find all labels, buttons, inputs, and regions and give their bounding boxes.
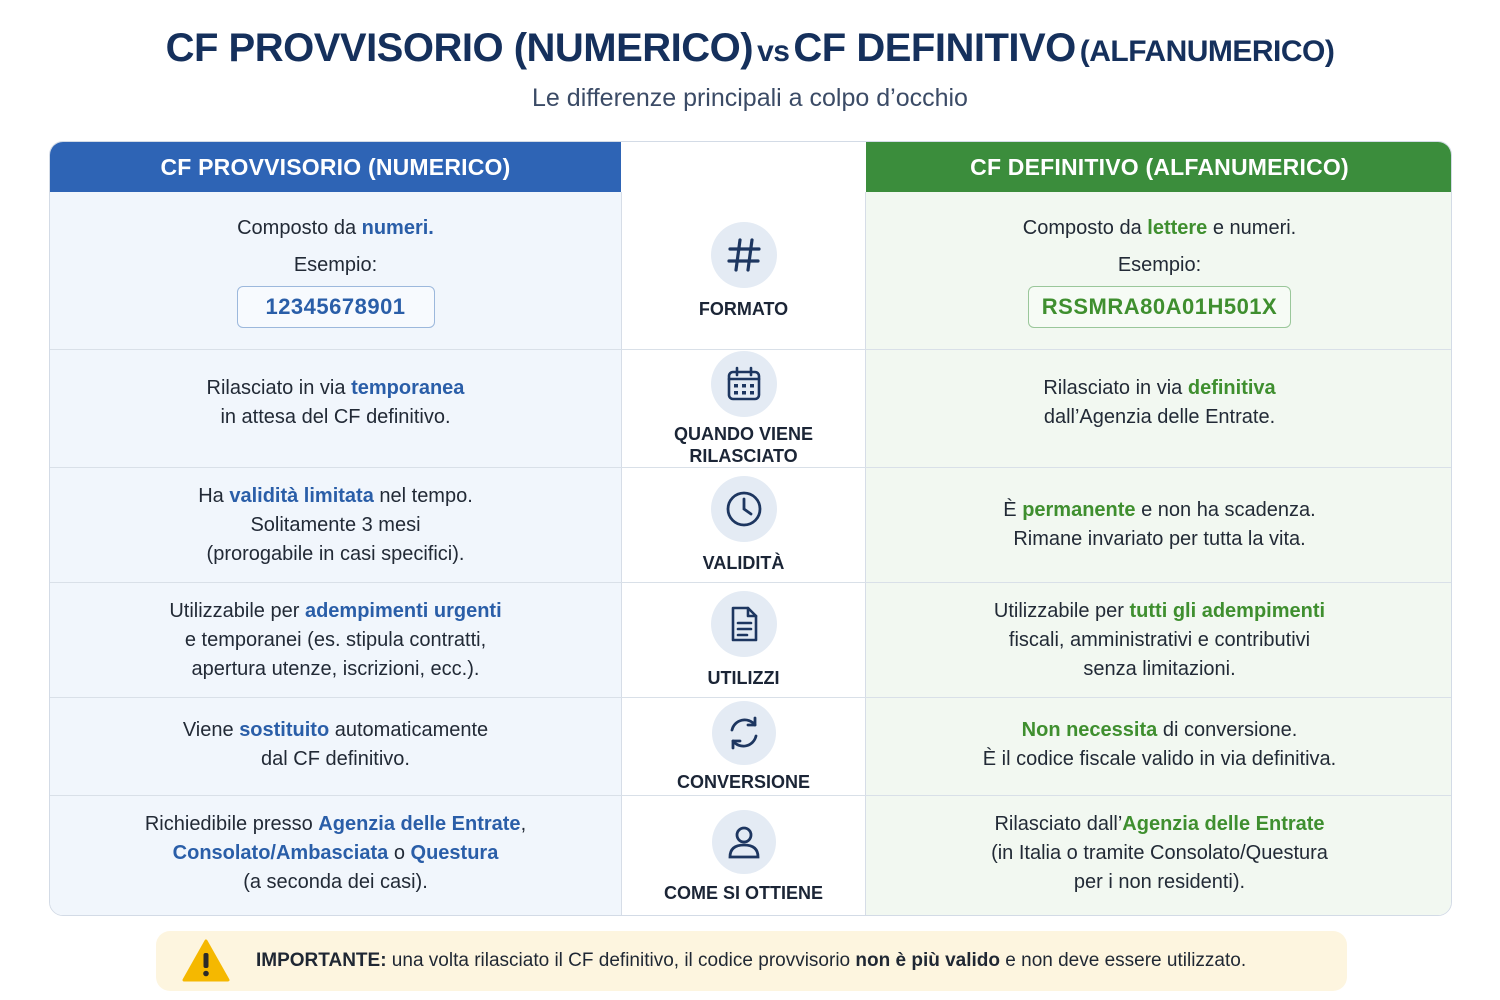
row-label: FORMATO bbox=[698, 298, 789, 319]
validita-mid bbox=[621, 468, 866, 582]
utilizzi-mid bbox=[621, 583, 866, 697]
conversione-left-line1 bbox=[183, 716, 488, 745]
validita-left-line1 bbox=[198, 482, 473, 511]
clock-icon bbox=[711, 476, 777, 542]
conversione-right-line1 bbox=[1022, 716, 1298, 745]
highlight: validità limitata bbox=[229, 484, 374, 507]
formato-mid bbox=[621, 192, 866, 349]
ottenimento-left bbox=[50, 796, 621, 916]
conversione-left-line2: dal CF definitivo. bbox=[261, 748, 410, 770]
rilascio-mid bbox=[621, 350, 866, 467]
row-label bbox=[674, 423, 813, 467]
highlight: Agenzia delle Entrate bbox=[1122, 813, 1325, 835]
refresh-icon bbox=[712, 701, 776, 765]
row-rilascio bbox=[50, 349, 1452, 467]
formato-left bbox=[50, 192, 621, 349]
header-provvisorio: CF PROVVISORIO (NUMERICO) bbox=[50, 142, 621, 192]
highlight: definitiva bbox=[1187, 377, 1276, 399]
row-ottenimento bbox=[50, 795, 1452, 916]
text: Rilasciato in via bbox=[206, 377, 352, 399]
rilascio-right bbox=[866, 350, 1452, 467]
note-text-part: una volta rilasciato il CF definitivo, il codice provvisorio bbox=[386, 950, 856, 971]
utilizzi-left-line1 bbox=[169, 597, 501, 626]
label-line1: QUANDO VIENE bbox=[673, 423, 814, 444]
title-part2: CF DEFINITIVO bbox=[793, 26, 1076, 70]
page-subtitle: Le differenze principali a colpo d’occhio bbox=[532, 84, 968, 112]
user-icon bbox=[712, 810, 776, 874]
highlight: Consolato/Ambasciata bbox=[172, 842, 389, 864]
ottenimento-left-line2 bbox=[173, 839, 499, 868]
ottenimento-right bbox=[866, 796, 1452, 916]
comparison-table bbox=[49, 141, 1452, 916]
note-text bbox=[256, 950, 1246, 972]
conversione-left bbox=[50, 698, 621, 795]
highlight: Questura bbox=[410, 842, 499, 864]
utilizzi-right bbox=[866, 583, 1452, 697]
rilascio-left-line1 bbox=[207, 374, 465, 403]
row-label: CONVERSIONE bbox=[676, 771, 811, 792]
row-label: COME SI OTTIENE bbox=[663, 882, 823, 903]
text: e non ha scadenza. bbox=[1135, 499, 1316, 521]
title-vs: vs bbox=[757, 35, 790, 68]
conversione-mid bbox=[621, 698, 866, 795]
page-title bbox=[0, 26, 1500, 71]
header-spacer bbox=[621, 142, 866, 192]
validita-right-line2: Rimane invariato per tutta la vita. bbox=[1013, 528, 1306, 550]
rilascio-left-line2: in attesa del CF definitivo. bbox=[220, 406, 451, 428]
text: Rilasciato in via bbox=[1043, 377, 1188, 399]
text: Ha bbox=[198, 484, 230, 507]
text: Utilizzabile per bbox=[993, 599, 1130, 622]
text: nel tempo. bbox=[373, 484, 473, 507]
ottenimento-left-line1 bbox=[145, 810, 526, 839]
highlight: tutti gli adempimenti bbox=[1129, 599, 1326, 622]
rilascio-left bbox=[50, 350, 621, 467]
warning-icon bbox=[182, 939, 230, 983]
text: Composto da bbox=[237, 216, 362, 239]
text: Viene bbox=[182, 719, 240, 741]
example-label: Esempio: bbox=[293, 253, 378, 276]
text: Rilasciato dall’ bbox=[994, 813, 1123, 835]
title-part1: CF PROVVISORIO (NUMERICO) bbox=[165, 26, 754, 70]
important-note bbox=[156, 931, 1347, 991]
ottenimento-right-line2: (in Italia o tramite Consolato/Questura bbox=[991, 842, 1328, 864]
calendar-icon bbox=[711, 351, 777, 417]
text: Richiedibile presso bbox=[144, 813, 319, 835]
document-icon bbox=[711, 591, 777, 657]
note-text-part: e non deve essere utilizzato. bbox=[1000, 950, 1247, 971]
text: automaticamente bbox=[329, 719, 489, 741]
ottenimento-mid bbox=[621, 796, 866, 916]
validita-left bbox=[50, 468, 621, 582]
row-formato bbox=[50, 192, 1452, 349]
formato-right bbox=[866, 192, 1452, 349]
title-part3: (ALFANUMERICO) bbox=[1079, 35, 1335, 68]
text: Utilizzabile per bbox=[169, 599, 305, 622]
row-utilizzi bbox=[50, 582, 1452, 697]
text: o bbox=[388, 842, 411, 864]
header-definitivo: CF DEFINITIVO (ALFANUMERICO) bbox=[866, 142, 1452, 192]
validita-right bbox=[866, 468, 1452, 582]
example-value-numeric: 12345678901 bbox=[237, 286, 435, 328]
note-bold: IMPORTANTE: bbox=[256, 950, 387, 971]
highlight: numeri. bbox=[361, 216, 434, 239]
row-validita bbox=[50, 467, 1452, 582]
utilizzi-left bbox=[50, 583, 621, 697]
rilascio-right-line2: dall’Agenzia delle Entrate. bbox=[1043, 406, 1276, 428]
utilizzi-right-line2: fiscali, amministrativi e contributivi bbox=[1008, 628, 1311, 651]
utilizzi-right-line3: senza limitazioni. bbox=[1083, 657, 1236, 680]
highlight: Agenzia delle Entrate bbox=[318, 813, 521, 835]
text: È bbox=[1003, 499, 1023, 521]
highlight: adempimenti urgenti bbox=[304, 599, 502, 622]
label-line2: RILASCIATO bbox=[689, 445, 798, 466]
conversione-right-line2: È il codice fiscale valido in via definitiva. bbox=[982, 748, 1337, 770]
example-value-alphanumeric: RSSMRA80A01H501X bbox=[1028, 286, 1291, 328]
conversione-right bbox=[866, 698, 1452, 795]
highlight: temporanea bbox=[351, 377, 465, 399]
formato-right-text bbox=[1023, 214, 1296, 243]
highlight: sostituito bbox=[239, 719, 330, 741]
text: , bbox=[520, 813, 527, 835]
formato-left-text bbox=[237, 214, 434, 243]
row-label: VALIDITÀ bbox=[702, 553, 785, 573]
validita-left-line2: Solitamente 3 mesi bbox=[250, 513, 421, 536]
ottenimento-left-line3: (a seconda dei casi). bbox=[243, 871, 428, 893]
utilizzi-right-line1 bbox=[994, 597, 1325, 626]
validita-right-line1 bbox=[1003, 496, 1315, 525]
utilizzi-left-line3: apertura utenze, iscrizioni, ecc.). bbox=[191, 657, 480, 680]
text: e numeri. bbox=[1207, 216, 1297, 239]
hash-icon bbox=[711, 222, 777, 288]
rilascio-right-line1 bbox=[1043, 374, 1275, 403]
example-label: Esempio: bbox=[1117, 253, 1202, 276]
note-bold: non è più valido bbox=[855, 950, 1001, 971]
ottenimento-right-line3: per i non residenti). bbox=[1073, 871, 1246, 893]
utilizzi-left-line2: e temporanei (es. stipula contratti, bbox=[184, 628, 487, 651]
text: Composto da bbox=[1022, 216, 1148, 239]
text: di conversione. bbox=[1157, 719, 1298, 741]
validita-left-line3: (prorogabile in casi specifici). bbox=[206, 542, 465, 565]
row-conversione bbox=[50, 697, 1452, 795]
highlight: Non necessita bbox=[1021, 719, 1158, 741]
highlight: permanente bbox=[1022, 499, 1136, 521]
ottenimento-right-line1 bbox=[994, 810, 1324, 839]
row-label: UTILIZZI bbox=[707, 668, 780, 688]
highlight: lettere bbox=[1147, 216, 1208, 239]
